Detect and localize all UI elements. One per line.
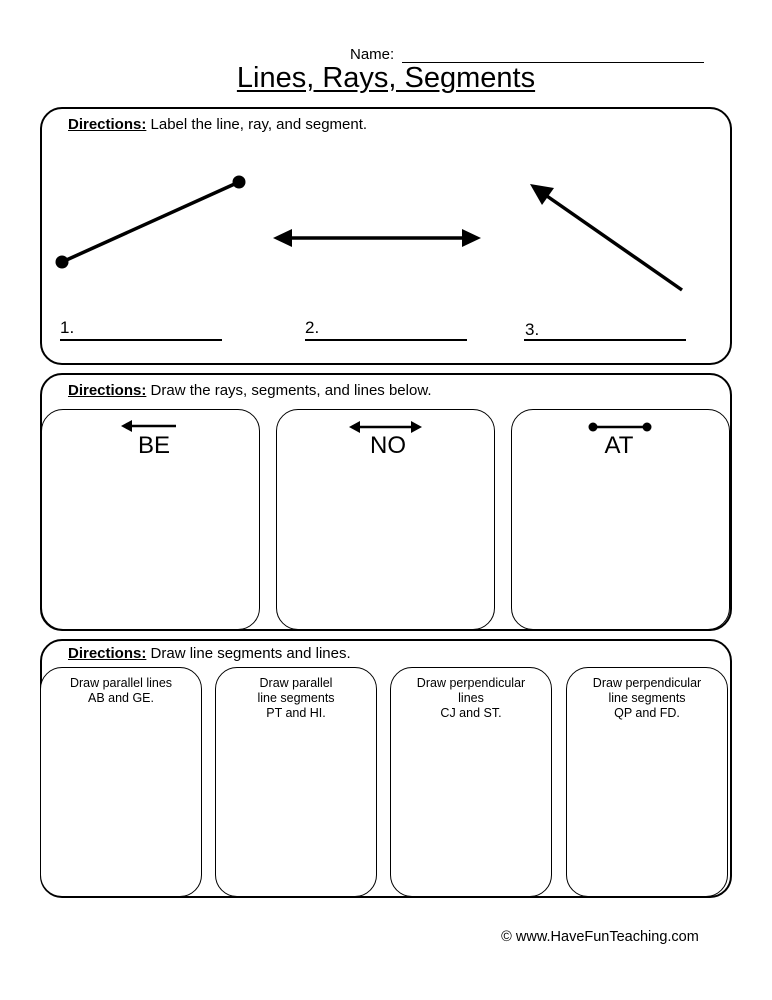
segment-figure — [56, 176, 246, 269]
letters-be: BE — [137, 432, 170, 459]
task-text-2: Draw parallel line segments PT and HI. — [257, 676, 335, 720]
letters-at: AT — [604, 432, 634, 459]
page-title: Lines, Rays, Segments — [236, 62, 536, 94]
blank-label-1: 1. — [60, 318, 75, 337]
section3-directions — [68, 645, 351, 662]
ray-figure — [530, 184, 682, 290]
directions-label: Directions: — [68, 116, 147, 133]
name-label: Name: — [350, 46, 395, 63]
answer-line-3[interactable] — [524, 339, 686, 341]
directions-label: Directions: — [68, 382, 147, 399]
section2-directions — [68, 382, 432, 399]
directions-text: Draw line segments and lines. — [146, 645, 351, 662]
directions-label: Directions: — [68, 645, 147, 662]
task-text-3: Draw perpendicular lines CJ and ST. — [416, 676, 526, 720]
directions-text: Draw the rays, segments, and lines below. — [146, 382, 432, 399]
letters-no: NO — [370, 432, 406, 459]
copyright-footer: © www.HaveFunTeaching.com — [501, 929, 699, 945]
answer-line-1[interactable] — [60, 339, 222, 341]
blank-label-2: 2. — [305, 318, 320, 337]
answer-line-2[interactable] — [305, 339, 467, 341]
directions-text: Label the line, ray, and segment. — [146, 116, 368, 133]
task-text-1: Draw parallel lines AB and GE. — [69, 676, 173, 705]
task-text-4: Draw perpendicular line segments QP and FD. — [592, 676, 702, 720]
blank-label-3: 3. — [525, 320, 540, 339]
line-figure — [273, 229, 481, 247]
